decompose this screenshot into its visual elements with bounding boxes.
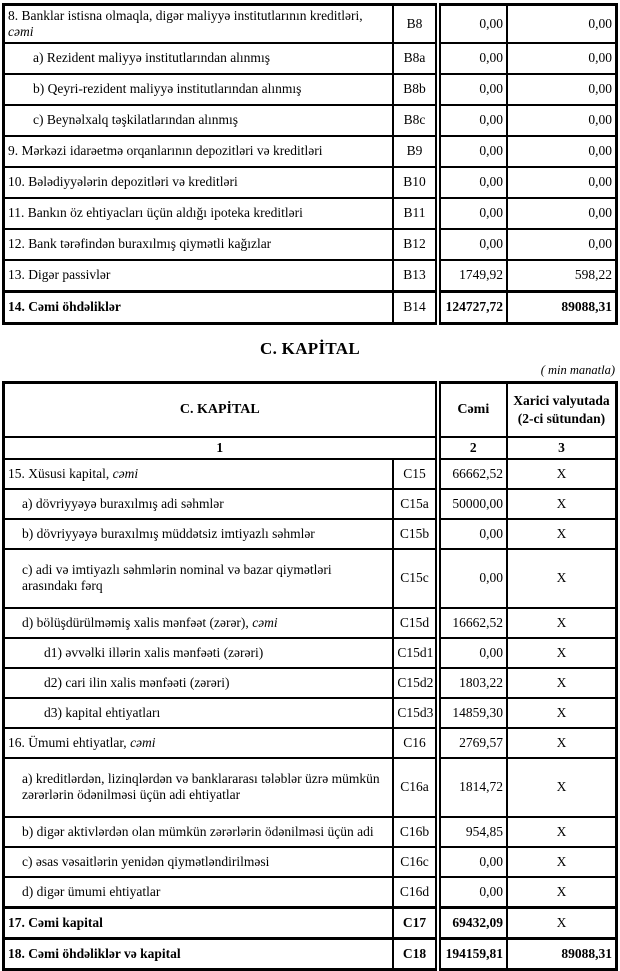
row-value-foreign-currency: 0,00: [507, 43, 617, 74]
row-label: [4, 198, 394, 229]
table-row-C16a: [4, 758, 617, 817]
row-label-text: b) Qeyri-rezident maliyyə institutlarından alınmış: [33, 81, 302, 97]
row-value-total: 0,00: [438, 43, 507, 74]
table-row-B10: [4, 167, 617, 198]
row-value-foreign-currency: 598,22: [507, 260, 617, 292]
row-label: [4, 519, 394, 549]
row-value-total: 0,00: [438, 847, 507, 877]
row-value-foreign-currency: X: [507, 907, 617, 938]
row-value-total: 16662,52: [438, 608, 507, 638]
column-header-foreign-currency: [507, 382, 617, 437]
row-label: [4, 728, 394, 758]
row-code: C15c: [393, 549, 437, 608]
row-label-text: 17. Cəmi kapital: [8, 914, 103, 930]
table-row-C16c: [4, 847, 617, 877]
row-value-foreign-currency: X: [507, 459, 617, 489]
row-label: [4, 167, 394, 198]
row-value-foreign-currency: X: [507, 847, 617, 877]
row-value-total: 0,00: [438, 519, 507, 549]
row-label: [4, 229, 394, 260]
row-value-foreign-currency: X: [507, 549, 617, 608]
row-code: C16: [393, 728, 437, 758]
row-value-foreign-currency: 0,00: [507, 74, 617, 105]
row-value-total: 50000,00: [438, 489, 507, 519]
table-row-C15c: [4, 549, 617, 608]
row-label-text: 8. Banklar istisna olmaqla, digər maliyyə institutlarının kreditləri,: [8, 8, 363, 23]
section-title-capital: C. KAPİTAL: [260, 338, 360, 358]
table-row-B8b: [4, 74, 617, 105]
row-code: C15d: [393, 608, 437, 638]
row-label: [4, 74, 394, 105]
row-label-text: 16. Ümumi ehtiyatlar,: [8, 734, 131, 750]
table-row-B8a: [4, 43, 617, 74]
row-label: [4, 459, 394, 489]
column-number-2: 2: [438, 437, 507, 459]
row-label-text: d3) kapital ehtiyatları: [44, 704, 161, 720]
row-label-text: d1) əvvəlki illərin xalis mənfəəti (zərəri): [44, 644, 264, 660]
row-value-foreign-currency: X: [507, 608, 617, 638]
row-code: C15d2: [393, 668, 437, 698]
column-number-1: 1: [4, 437, 438, 459]
row-value-total: 1749,92: [438, 260, 507, 292]
row-label-text: 18. Cəmi öhdəliklər və kapital: [8, 945, 181, 961]
row-value-total: 66662,52: [438, 459, 507, 489]
row-code: C15b: [393, 519, 437, 549]
row-label-text: 14. Cəmi öhdəliklər: [8, 299, 121, 315]
row-value-total: 0,00: [438, 105, 507, 136]
row-code: C15: [393, 459, 437, 489]
row-label-text: 12. Bank tərəfindən buraxılmış qiymətli kağızlar: [8, 236, 272, 252]
row-label: [4, 608, 394, 638]
row-value-total: 0,00: [438, 198, 507, 229]
row-value-foreign-currency: X: [507, 489, 617, 519]
row-value-foreign-currency: X: [507, 519, 617, 549]
row-label: [4, 758, 394, 817]
row-code: C15d3: [393, 698, 437, 728]
row-label-italic: cəmi: [130, 734, 156, 750]
row-label: [4, 105, 394, 136]
row-value-total: 0,00: [438, 877, 507, 908]
capital-table-header-row: [4, 382, 617, 437]
row-code: B13: [393, 260, 437, 292]
row-value-foreign-currency: X: [507, 817, 617, 847]
row-value-foreign-currency: X: [507, 758, 617, 817]
row-label: [4, 877, 394, 908]
table-row-C16b: [4, 817, 617, 847]
row-code: B10: [393, 167, 437, 198]
column-header-total: Cəmi: [438, 382, 507, 437]
row-label-text: 11. Bankın öz ehtiyacları üçün aldığı ipoteka kreditləri: [8, 205, 303, 221]
row-value-foreign-currency: 0,00: [507, 136, 617, 167]
table-row-B11: [4, 198, 617, 229]
table-row-C15b: [4, 519, 617, 549]
row-label: [4, 43, 394, 74]
row-value-total: 0,00: [438, 638, 507, 668]
row-code: B8a: [393, 43, 437, 74]
table-row-C16: [4, 728, 617, 758]
row-value-foreign-currency: X: [507, 877, 617, 908]
row-label: [4, 291, 394, 323]
row-label-text: b) dövriyyəyə buraxılmış müddətsiz imtiyazlı səhmlər: [22, 525, 315, 541]
row-value-total: 69432,09: [438, 907, 507, 938]
row-code: B8: [393, 5, 437, 43]
row-value-foreign-currency: 0,00: [507, 105, 617, 136]
table-row-B12: [4, 229, 617, 260]
row-value-total: 0,00: [438, 167, 507, 198]
row-code: C17: [393, 907, 437, 938]
row-value-foreign-currency: X: [507, 668, 617, 698]
row-value-total: 2769,57: [438, 728, 507, 758]
row-label-italic: cəmi: [252, 614, 278, 630]
row-label: [4, 847, 394, 877]
row-code: B8b: [393, 74, 437, 105]
table-row-B8c: [4, 105, 617, 136]
row-code: B11: [393, 198, 437, 229]
row-value-total: 14859,30: [438, 698, 507, 728]
unit-note: ( min manatla): [540, 362, 615, 377]
row-value-foreign-currency: 0,00: [507, 5, 617, 43]
row-value-total: 0,00: [438, 229, 507, 260]
table-row-C15: [4, 459, 617, 489]
row-code: C18: [393, 938, 437, 969]
row-label: [4, 938, 394, 969]
row-label-text: d) bölüşdürülməmiş xalis mənfəət (zərər),: [22, 614, 253, 630]
table-row-C15d3: [4, 698, 617, 728]
table-row-C15d: [4, 608, 617, 638]
row-label: [4, 638, 394, 668]
row-label-text: d) digər ümumi ehtiyatlar: [22, 883, 161, 899]
row-label-text: b) digər aktivlərdən olan mümkün zərərlərin ödənilməsi üçün adi: [22, 823, 374, 839]
table-row-C15a: [4, 489, 617, 519]
row-label-text: d2) cari ilin xalis mənfəəti (zərəri): [44, 674, 230, 690]
row-value-total: 1814,72: [438, 758, 507, 817]
row-code: C16c: [393, 847, 437, 877]
row-label-text: a) dövriyyəyə buraxılmış adi səhmlər: [22, 495, 224, 511]
row-label: [4, 698, 394, 728]
row-code: C15d1: [393, 638, 437, 668]
row-value-total: 954,85: [438, 817, 507, 847]
row-label: [4, 489, 394, 519]
row-code: C15a: [393, 489, 437, 519]
table-row-C16d: [4, 877, 617, 908]
row-code: C16d: [393, 877, 437, 908]
row-value-foreign-currency: 0,00: [507, 229, 617, 260]
row-label-text: c) adi və imtiyazlı səhmlərin nominal və bazar qiymətləri arasındakı fərq: [22, 562, 332, 594]
row-value-total: 0,00: [438, 549, 507, 608]
row-value-total: 0,00: [438, 136, 507, 167]
table-row-C15d2: [4, 668, 617, 698]
row-code: B14: [393, 291, 437, 323]
row-value-foreign-currency: 0,00: [507, 167, 617, 198]
row-label-text: 13. Digər passivlər: [8, 267, 111, 283]
table-row-B14: [4, 291, 617, 323]
row-label-text: 15. Xüsusi kapital,: [8, 465, 113, 481]
row-code: C16a: [393, 758, 437, 817]
column-header-name: C. KAPİTAL: [4, 382, 438, 437]
column-number-row: [4, 437, 617, 459]
row-label: [4, 5, 394, 43]
row-label-text: 9. Mərkəzi idarəetmə orqanlarının depozitləri və kreditləri: [8, 143, 323, 159]
column-header-foreign-currency-line1: Xarici valyutada: [513, 393, 610, 409]
row-label-italic: cəmi: [8, 23, 34, 39]
row-label: [4, 260, 394, 292]
table-row-B9: [4, 136, 617, 167]
row-label: [4, 668, 394, 698]
row-value-total: 194159,81: [438, 938, 507, 969]
row-code: B8c: [393, 105, 437, 136]
column-header-foreign-currency-line2: (2-ci sütundan): [517, 410, 606, 426]
row-value-total: 0,00: [438, 5, 507, 43]
row-code: B12: [393, 229, 437, 260]
row-label: [4, 817, 394, 847]
row-value-total: 1803,22: [438, 668, 507, 698]
table-row-B8: [4, 5, 617, 43]
row-label: [4, 136, 394, 167]
row-value-foreign-currency: X: [507, 698, 617, 728]
row-value-foreign-currency: X: [507, 728, 617, 758]
row-label-text: 10. Bələdiyyələrin depozitləri və kreditləri: [8, 174, 238, 190]
table-row-C17: [4, 907, 617, 938]
row-value-total: 0,00: [438, 74, 507, 105]
row-label-italic: cəmi: [112, 465, 139, 481]
row-value-total: 124727,72: [438, 291, 507, 323]
capital-table: [2, 381, 618, 971]
table-row-B13: [4, 260, 617, 292]
row-label-text: c) Beynəlxalq təşkilatlarından alınmış: [33, 112, 239, 128]
liabilities-table: [2, 3, 618, 325]
table-row-C18: [4, 938, 617, 969]
row-label: [4, 907, 394, 938]
row-label: [4, 549, 394, 608]
row-code: C16b: [393, 817, 437, 847]
row-value-foreign-currency: X: [507, 638, 617, 668]
table-row-C15d1: [4, 638, 617, 668]
row-code: B9: [393, 136, 437, 167]
row-value-foreign-currency: 89088,31: [507, 291, 617, 323]
row-value-foreign-currency: 89088,31: [507, 938, 617, 969]
row-value-foreign-currency: 0,00: [507, 198, 617, 229]
row-label-text: a) Rezident maliyyə institutlarından alınmış: [33, 50, 270, 66]
row-label-text: a) kreditlərdən, lizinqlərdən və banklararası tələblər üzrə mümkün zərərlərin ödənilməsi üçün adi ehtiyatlar: [22, 771, 380, 803]
column-number-3: 3: [507, 437, 617, 459]
row-label-text: c) əsas vəsaitlərin yenidən qiymətləndirilməsi: [22, 853, 270, 869]
